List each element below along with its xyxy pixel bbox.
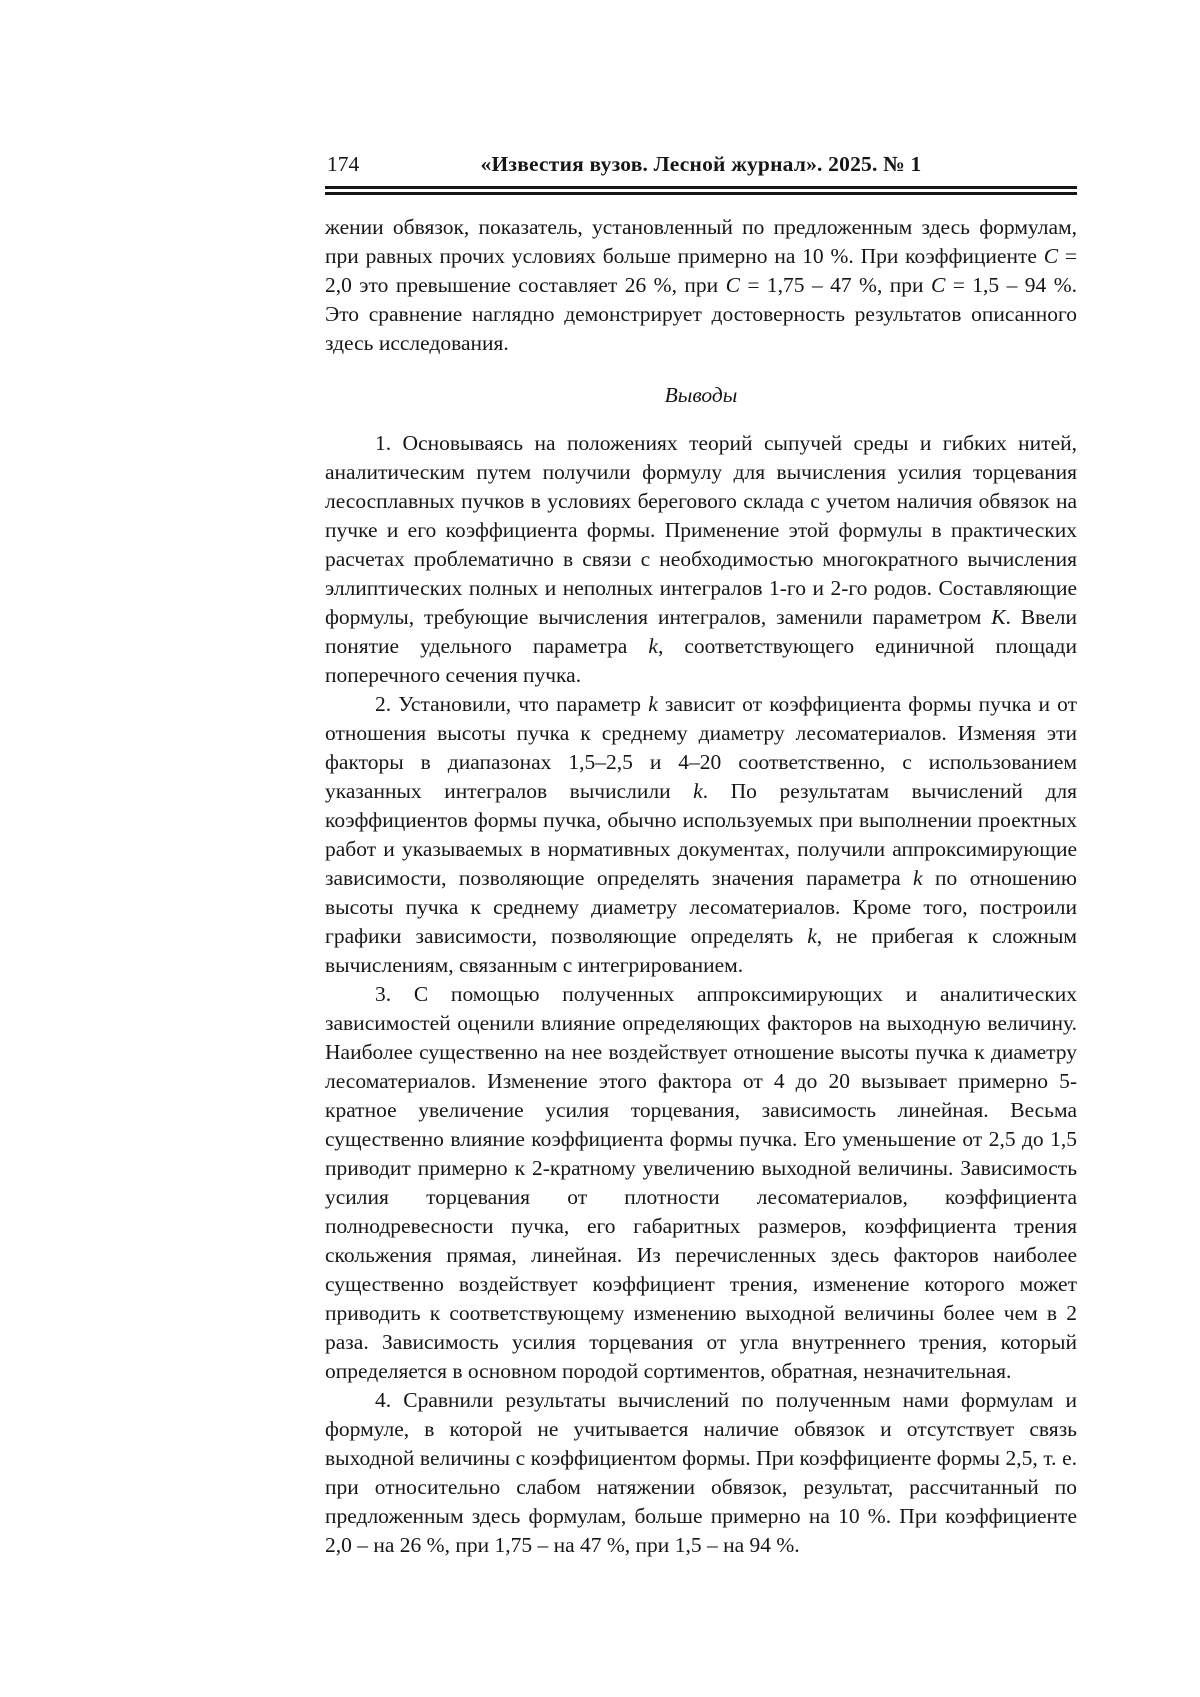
text-run: . Ввели понятие удельного параметра — [325, 605, 1077, 658]
variable-symbol: k — [807, 924, 817, 948]
text-run: 2. Установили, что параметр — [375, 692, 649, 716]
conclusion-item-4 — [325, 1386, 1077, 1560]
header-rule — [325, 186, 1077, 195]
text-run: = 1,75 – 47 %, при — [739, 273, 931, 297]
text-run: , не прибегая к сложным вычислениям, связанным с интегрированием. — [325, 924, 1077, 977]
variable-symbol: С — [725, 273, 740, 297]
page-body — [325, 213, 1077, 1560]
text-run: 1. Основываясь на положениях теорий сыпучей среды и гибких нитей, аналитическим путем получили формулу для вычисления усилия торцевания лесосплавных пучков в условиях берегового склада с учетом наличия обвязок на пучке и его коэффициента формы. Применение этой формулы в практических расчетах проблематично в связи с необходимостью многократного вычисления эллиптических полных и неполных интегралов 1-го и 2-го родов. Составляющие формулы, требующие вычисления интегралов, заменили параметром — [325, 431, 1077, 629]
text-run: 4. Сравнили результаты вычислений по полученным нами формулам и формуле, в которой не учитывается наличие обвязок и отсутствует связь выходной величины с коэффициентом формы. При коэффициенте формы 2,5, т. е. при относительно слабом натяжении обвязок, результат, рассчитанный по предложенным здесь формулам, больше примерно на 10 %. При коэффициенте 2,0 – на 26 %, при 1,75 – на 47 %, при 1,5 – на 94 %. — [325, 1388, 1077, 1557]
variable-symbol: С — [930, 273, 946, 297]
conclusion-item-1 — [325, 429, 1077, 690]
text-run: по отношению высоты пучка к среднему диаметру лесоматериалов. Кроме того, построили графики зависимости, позволяющие определять — [325, 866, 1077, 948]
variable-symbol: С — [1043, 244, 1059, 268]
text-run: . По результатам вычислений для коэффициентов формы пучка, обычно используемых при выполнении проектных работ и указываемых в нормативных документах, получили аппроксимирующие зависимости, позволяющие определять значения параметра — [325, 779, 1078, 890]
variable-symbol: k — [648, 634, 658, 658]
text-run: зависит от коэффициента формы пучка и от отношения высоты пучка к среднему диаметру лесоматериалов. Изменяя эти факторы в диапазонах 1,5–2,5 и 4–20 соответственно, с использованием указанных интегралов вычислили — [325, 692, 1078, 803]
variable-symbol: k — [693, 779, 703, 803]
variable-symbol: k — [648, 692, 658, 716]
conclusion-item-2 — [325, 690, 1077, 980]
text-run: = 1,5 – 94 %. Это сравнение наглядно демонстрирует достоверность результатов описанного здесь исследования. — [325, 273, 1077, 355]
section-heading-conclusions: Выводы — [664, 383, 738, 407]
text-run: жении обвязок, показатель, установленный по предложенным здесь формулам, при равных прочих условиях больше примерно на 10 %. При коэффициенте — [325, 215, 1077, 268]
text-run: , соответствующего единичной площади поперечного сечения пучка. — [325, 634, 1077, 687]
text-run: 3. С помощью полученных аппроксимирующих и аналитических зависимостей оценили влияние определяющих факторов на выходную величину. Наиболее существенно на нее воздействует отношение высоты пучка к диаметру лесоматериалов. Изменение этого фактора от 4 до 20 вызывает примерно 5-кратное увеличение усилия торцевания, зависимость линейная. Весьма существенно влияние коэффициента формы пучка. Его уменьшение от 2,5 до 1,5 приводит примерно к 2-кратному увеличению выходной величины. Зависимость усилия торцевания от плотности лесоматериалов, коэффициента полнодревесности пучка, его габаритных размеров, коэффициента трения скольжения прямая, линейная. Из перечисленных здесь факторов наиболее существенно воздействует коэффициент трения, изменение которого может приводить к соответствующему изменению выходной величины более чем в 2 раза. Зависимость усилия торцевания от угла внутреннего трения, который определяется в основном породой сортиментов, обратная, незначительная. — [325, 982, 1077, 1383]
page-content — [325, 150, 1077, 1560]
variable-symbol: k — [913, 866, 923, 890]
text-run: = 2,0 это превышение составляет 26 %, при — [325, 244, 1077, 297]
paragraph-continuation — [325, 213, 1077, 358]
page-header — [325, 150, 1077, 180]
journal-title: «Известия вузов. Лесной журнал». 2025. № 1 — [480, 152, 922, 176]
variable-symbol: К — [991, 605, 1006, 629]
conclusion-item-3 — [325, 980, 1077, 1386]
page-number: 174 — [327, 152, 360, 176]
